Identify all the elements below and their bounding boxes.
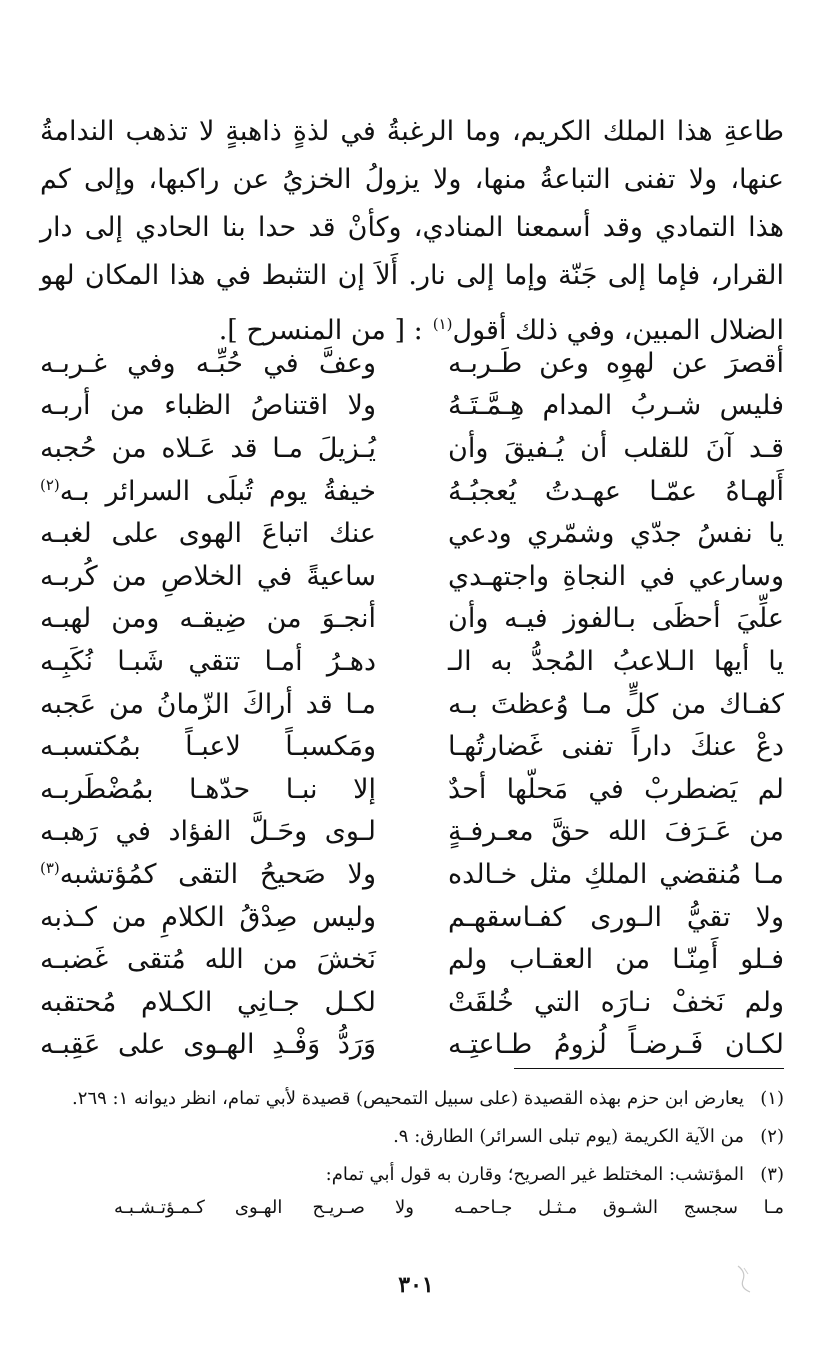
verse-first-hemistich: يا أيها الـلاعبُ المُجدُّ به الـ (448, 645, 784, 677)
verse-second-hemistich: ولا اقتناصُ الظباء من أربـه (40, 390, 376, 422)
verse-second-hemistich: ولا صـريـح الهـوى كـمـؤتـشـبـه (114, 1197, 414, 1218)
poem-verse (40, 981, 784, 1024)
verse-second-hemistich: لكـل جـانِي الكـلام مُحتقبه (40, 986, 376, 1018)
poem-verse (40, 512, 784, 555)
verse-first-hemistich: من عَـرَفَ الله حقَّ معـرفـةٍ (448, 816, 784, 848)
prose-paragraph (40, 108, 784, 348)
poem-verse (40, 385, 784, 428)
prose-line: طاعةِ هذا الملك الكريم، وما الرغبةُ في لذةٍ ذاهبةٍ لا تذهب الندامةُ (40, 116, 784, 147)
page-number: ٣٠١ (398, 1272, 434, 1298)
footnote-marker: (١) (432, 315, 453, 333)
hemistich-text: ولا صَحيحُ التقى كمُؤتشبه (59, 858, 376, 890)
poem-verse (40, 1024, 784, 1067)
verse-second-hemistich: نَخشَ من الله مُتقى غَضبـه (40, 944, 376, 976)
verse-first-hemistich: مـا سجسج الشـوق مـثـل جـاحمـه (454, 1197, 784, 1218)
poem-verse (40, 470, 784, 513)
verse-first-hemistich: ولم نَخفْ نـارَه التي خُلقَتْ (448, 986, 784, 1018)
verse-first-hemistich: علِّيَ أحظَى بـالفوز فيـه وأن (448, 603, 784, 635)
verse-second-hemistich (40, 859, 376, 890)
footnote-text: يعارض ابن حزم بهذه القصيدة (على سبيل التمحيص) قصيدة لأبي تمام، انظر ديوانه ١: ٢٦٩. (72, 1088, 744, 1109)
verse-first-hemistich: لم يَضطربْ في مَحلّها أحدٌ (448, 773, 784, 805)
verse-first-hemistich: يا نفسُ جدّي وشمّري ودعي (448, 518, 784, 550)
verse-second-hemistich: ساعيةً في الخلاصِ من كُربـه (40, 560, 376, 592)
poem (40, 342, 784, 1066)
footnote-number: (٣) (760, 1164, 784, 1185)
meter-label: : [ من المنسرح ]. (218, 315, 423, 346)
verse-first-hemistich: قـد آنَ للقلب أن يُـفيقَ وأن (448, 432, 784, 464)
verse-second-hemistich (40, 476, 376, 507)
footnotes (40, 1084, 784, 1232)
verse-second-hemistich: يُـزيلَ مـا قد عَـلاه من حُجبه (40, 432, 376, 464)
poem-verse (40, 427, 784, 470)
verse-second-hemistich: وليس صِدْقُ الكلامِ من كـذبه (40, 901, 376, 933)
verse-first-hemistich: فليس شـربُ المدام هِـمَّـتَـهُ (448, 390, 784, 422)
verse-first-hemistich: وسارعي في النجاةِ واجتهـدي (448, 560, 784, 592)
verse-second-hemistich: وعفَّ في حُبِّـه وفي غـربـه (40, 347, 376, 379)
poem-verse (40, 853, 784, 896)
prose-line: القرار، فإما إلى جَنّة وإما إلى نار. أَلاَ إن التثبط في هذا المكان لهو (40, 260, 784, 291)
poem-verse (40, 640, 784, 683)
verse-first-hemistich: لكـان فَـرضـاً لُزومُ طـاعتِـه (448, 1029, 784, 1061)
verse-second-hemistich: عنك اتباعَ الهوى على لغبـه (40, 518, 376, 550)
footnote-marker: (٣) (40, 858, 60, 877)
footnote-verse (40, 1192, 784, 1224)
verse-second-hemistich: أنجـوَ من ضِيقـه ومن لهبـه (40, 603, 376, 635)
poem-verse (40, 555, 784, 598)
verse-second-hemistich: وَرَدُّ وَفْـدِ الهـوى على عَقِبـه (40, 1029, 376, 1061)
footnote-number: (١) (760, 1088, 784, 1109)
footnote-text: المؤتشب: المختلط غير الصريح؛ وقارن به قول أبي تمام: (325, 1164, 744, 1185)
poem-verse (40, 896, 784, 939)
footnote-divider (514, 1068, 784, 1069)
verse-first-hemistich: دعْ عنكَ داراً تفنى غَضارتُهـا (448, 731, 784, 763)
scan-mark-icon (734, 1262, 756, 1296)
poem-verse (40, 342, 784, 385)
verse-second-hemistich: مـا قد أراكَ الزّمانُ من عَجبه (40, 688, 376, 720)
verse-first-hemistich: أَلهـاهُ عمّـا عهـدتُ يُعجبُـهُ (448, 475, 784, 507)
prose-line-text: الضلال المبين، وفي ذلك أقول (452, 315, 784, 346)
hemistich-text: خيفةُ يوم تُبلَى السرائر بـه (59, 475, 376, 507)
poem-verse (40, 938, 784, 981)
footnote-number: (٢) (760, 1126, 784, 1147)
footnote-marker: (٢) (40, 475, 60, 494)
poem-verse (40, 598, 784, 641)
footnote (40, 1122, 784, 1152)
verse-second-hemistich: لـوى وحَـلَّ الفؤاد في رَهبـه (40, 816, 376, 848)
footnote (40, 1160, 784, 1224)
verse-first-hemistich: فـلو أَمِنّـا من العقـاب ولم (448, 944, 784, 976)
verse-second-hemistich: دهـرُ أمـا تتقي شَبـا نُكَبِـه (40, 645, 376, 677)
poem-verse (40, 683, 784, 726)
footnote-text: من الآية الكريمة (يوم تبلى السرائر) الطارق: ٩. (393, 1126, 744, 1147)
verse-first-hemistich: ولا تقيُّ الـورى كفـاسقهـم (448, 901, 784, 933)
poem-verse (40, 725, 784, 768)
verse-second-hemistich: إلا نبـا حدّهـا بمُضْطَربـه (40, 773, 376, 805)
prose-line: عنها، ولا تفنى التباعةُ منها، ولا يزولُ الخزيُ عن راكبها، وإلى كم (40, 164, 784, 195)
poem-verse (40, 811, 784, 854)
verse-first-hemistich: مـا مُنقضي الملكِ مثل خـالده (448, 858, 784, 890)
prose-line (40, 300, 784, 348)
verse-first-hemistich: أقصرَ عن لهوِه وعن طَـربـه (448, 347, 784, 379)
poem-verse (40, 768, 784, 811)
footnote (40, 1084, 784, 1114)
prose-line: هذا التمادي وقد أسمعنا المنادي، وكأنْ قد حدا بنا الحادي إلى دار (40, 212, 784, 243)
verse-first-hemistich: كفـاك من كلٍّ مـا وُعظتَ بـه (448, 688, 784, 720)
verse-second-hemistich: ومَكسبـاً لاعبـاً بمُكتسبـه (40, 731, 376, 763)
